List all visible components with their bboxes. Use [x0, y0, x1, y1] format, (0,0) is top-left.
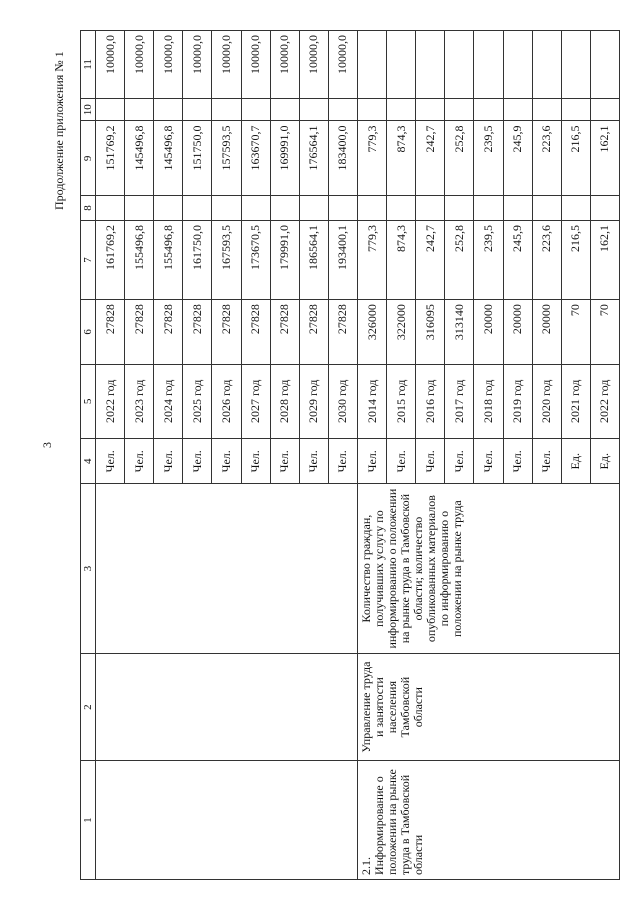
cell-v7: 242,7: [416, 220, 445, 299]
cell-v8: [241, 196, 270, 221]
cell-v9: 157593,5: [212, 121, 241, 196]
table-row: [96, 31, 125, 880]
cell-v9: 239,5: [474, 121, 503, 196]
cell-v11: 10000,0: [96, 31, 125, 99]
cell-v9: 151750,0: [183, 121, 212, 196]
cell-v9: 779,3: [357, 121, 386, 196]
cell-v9: 162,1: [590, 121, 619, 196]
cell-v11: 10000,0: [212, 31, 241, 99]
responsible-executor-cell: Управление труда и занятости населения Тамбовской области: [357, 653, 619, 760]
cell-v9: 151769,2: [96, 121, 125, 196]
cell-v6: 27828: [154, 300, 183, 364]
cell-year: 2019 год: [503, 364, 532, 439]
cell-v8: [357, 196, 386, 221]
cell-v8: [532, 196, 561, 221]
cell-v10: [357, 98, 386, 121]
cell-v10: [387, 98, 416, 121]
cell-unit: Чел.: [387, 439, 416, 484]
cell-unit: Ед.: [590, 439, 619, 484]
cell-v9: 242,7: [416, 121, 445, 196]
cell-unit: Чел.: [416, 439, 445, 484]
column-number-row: [81, 31, 96, 880]
cell-v9: 145496,8: [154, 121, 183, 196]
cell-v8: [125, 196, 154, 221]
cell-unit: Чел.: [328, 439, 357, 484]
cell-v7: 155496,8: [125, 220, 154, 299]
cell-unit: Чел.: [445, 439, 474, 484]
cell-year: 2025 год: [183, 364, 212, 439]
cell-v8: [270, 196, 299, 221]
empty-col3-cell: [96, 484, 358, 654]
cell-year: 2021 год: [561, 364, 590, 439]
cell-v9: 183400,0: [328, 121, 357, 196]
cell-unit: Чел.: [474, 439, 503, 484]
cell-v9: 163670,7: [241, 121, 270, 196]
cell-v9: 223,6: [532, 121, 561, 196]
cell-v9: 874,3: [387, 121, 416, 196]
cell-unit: Чел.: [125, 439, 154, 484]
cell-v8: [299, 196, 328, 221]
cell-v6: 27828: [270, 300, 299, 364]
cell-v7: 179991,0: [270, 220, 299, 299]
cell-unit: Ед.: [561, 439, 590, 484]
cell-v7: 239,5: [474, 220, 503, 299]
cell-year: 2026 год: [212, 364, 241, 439]
appendix-continuation-note: Продолжение приложения № 1: [52, 51, 66, 210]
cell-v11: [561, 31, 590, 99]
cell-v8: [561, 196, 590, 221]
cell-year: 2022 год: [96, 364, 125, 439]
cell-v11: 10000,0: [241, 31, 270, 99]
cell-unit: Чел.: [96, 439, 125, 484]
cell-v6: 27828: [299, 300, 328, 364]
cell-v8: [212, 196, 241, 221]
indicator-name-cell: Количество граждан, получивших услугу по информированию о положении на рынке труда в Тамбовской области; количество опубликованных материалов по информированию о положении на рынке труда: [357, 484, 619, 654]
cell-v11: [445, 31, 474, 99]
cell-v6: 316095: [416, 300, 445, 364]
cell-v11: [532, 31, 561, 99]
col-header-7: 7: [81, 220, 96, 299]
appendix-table: [80, 30, 620, 880]
cell-v10: [270, 98, 299, 121]
cell-v11: 10000,0: [328, 31, 357, 99]
cell-v11: [416, 31, 445, 99]
cell-v11: [357, 31, 386, 99]
cell-v8: [590, 196, 619, 221]
cell-v11: 10000,0: [183, 31, 212, 99]
cell-unit: Чел.: [212, 439, 241, 484]
cell-v9: 145496,8: [125, 121, 154, 196]
cell-v7: 167593,5: [212, 220, 241, 299]
cell-v10: [474, 98, 503, 121]
cell-v7: 155496,8: [154, 220, 183, 299]
cell-year: 2015 год: [387, 364, 416, 439]
cell-year: 2016 год: [416, 364, 445, 439]
cell-v10: [503, 98, 532, 121]
cell-year: 2018 год: [474, 364, 503, 439]
cell-v7: 193400,1: [328, 220, 357, 299]
cell-v8: [183, 196, 212, 221]
cell-v10: [590, 98, 619, 121]
empty-col1-cell: [96, 761, 358, 880]
cell-year: 2022 год: [590, 364, 619, 439]
table-wrapper: [80, 30, 620, 880]
cell-v7: 161750,0: [183, 220, 212, 299]
cell-v7: 186564,1: [299, 220, 328, 299]
cell-v10: [96, 98, 125, 121]
cell-year: 2020 год: [532, 364, 561, 439]
cell-v11: 10000,0: [154, 31, 183, 99]
cell-v10: [532, 98, 561, 121]
cell-v10: [561, 98, 590, 121]
cell-year: 2023 год: [125, 364, 154, 439]
cell-v8: [474, 196, 503, 221]
cell-year: 2030 год: [328, 364, 357, 439]
cell-v10: [183, 98, 212, 121]
page-number: 3: [40, 442, 54, 448]
table-row: [357, 31, 386, 880]
cell-v8: [154, 196, 183, 221]
cell-v11: [387, 31, 416, 99]
cell-v11: 10000,0: [270, 31, 299, 99]
cell-v6: 322000: [387, 300, 416, 364]
cell-v7: 874,3: [387, 220, 416, 299]
cell-v7: 162,1: [590, 220, 619, 299]
cell-unit: Чел.: [183, 439, 212, 484]
cell-v6: 27828: [241, 300, 270, 364]
cell-v8: [387, 196, 416, 221]
col-header-6: 6: [81, 300, 96, 364]
cell-v6: 70: [561, 300, 590, 364]
cell-v7: 161769,2: [96, 220, 125, 299]
cell-v8: [445, 196, 474, 221]
cell-unit: Чел.: [270, 439, 299, 484]
col-header-5: 5: [81, 364, 96, 439]
col-header-8: 8: [81, 196, 96, 221]
cell-v10: [445, 98, 474, 121]
col-header-4: 4: [81, 439, 96, 484]
cell-v9: 252,8: [445, 121, 474, 196]
cell-year: 2029 год: [299, 364, 328, 439]
cell-v9: 216,5: [561, 121, 590, 196]
cell-v10: [241, 98, 270, 121]
cell-v6: 326000: [357, 300, 386, 364]
table-body: [96, 31, 620, 880]
cell-v10: [212, 98, 241, 121]
cell-v9: 245,9: [503, 121, 532, 196]
cell-v7: 252,8: [445, 220, 474, 299]
col-header-1: 1: [81, 761, 96, 880]
cell-v7: 216,5: [561, 220, 590, 299]
cell-year: 2014 год: [357, 364, 386, 439]
cell-year: 2028 год: [270, 364, 299, 439]
cell-v6: 20000: [474, 300, 503, 364]
cell-year: 2017 год: [445, 364, 474, 439]
cell-unit: Чел.: [241, 439, 270, 484]
cell-v6: 313140: [445, 300, 474, 364]
cell-v7: 779,3: [357, 220, 386, 299]
cell-v11: [503, 31, 532, 99]
cell-v10: [299, 98, 328, 121]
cell-v6: 20000: [532, 300, 561, 364]
col-header-3: 3: [81, 484, 96, 654]
cell-v11: 10000,0: [125, 31, 154, 99]
cell-v6: 20000: [503, 300, 532, 364]
cell-v6: 27828: [183, 300, 212, 364]
cell-v11: [590, 31, 619, 99]
cell-v10: [125, 98, 154, 121]
cell-unit: Чел.: [154, 439, 183, 484]
cell-year: 2027 год: [241, 364, 270, 439]
col-header-2: 2: [81, 653, 96, 760]
cell-v10: [416, 98, 445, 121]
cell-v7: 223,6: [532, 220, 561, 299]
cell-v8: [96, 196, 125, 221]
col-header-11: 11: [81, 31, 96, 99]
measure-name-cell: 2.1. Информирование о положении на рынке труда в Тамбовской области: [357, 761, 619, 880]
cell-v9: 169991,0: [270, 121, 299, 196]
cell-v8: [416, 196, 445, 221]
cell-v11: 10000,0: [299, 31, 328, 99]
cell-v10: [154, 98, 183, 121]
cell-v6: 27828: [125, 300, 154, 364]
cell-unit: Чел.: [299, 439, 328, 484]
cell-v7: 173670,5: [241, 220, 270, 299]
empty-col2-cell: [96, 653, 358, 760]
cell-v8: [503, 196, 532, 221]
cell-v8: [328, 196, 357, 221]
col-header-9: 9: [81, 121, 96, 196]
cell-v10: [328, 98, 357, 121]
cell-year: 2024 год: [154, 364, 183, 439]
cell-v9: 176564,1: [299, 121, 328, 196]
cell-v7: 245,9: [503, 220, 532, 299]
cell-unit: Чел.: [503, 439, 532, 484]
cell-v11: [474, 31, 503, 99]
cell-v6: 70: [590, 300, 619, 364]
cell-unit: Чел.: [532, 439, 561, 484]
cell-v6: 27828: [212, 300, 241, 364]
col-header-10: 10: [81, 98, 96, 121]
cell-unit: Чел.: [357, 439, 386, 484]
cell-v6: 27828: [328, 300, 357, 364]
cell-v6: 27828: [96, 300, 125, 364]
